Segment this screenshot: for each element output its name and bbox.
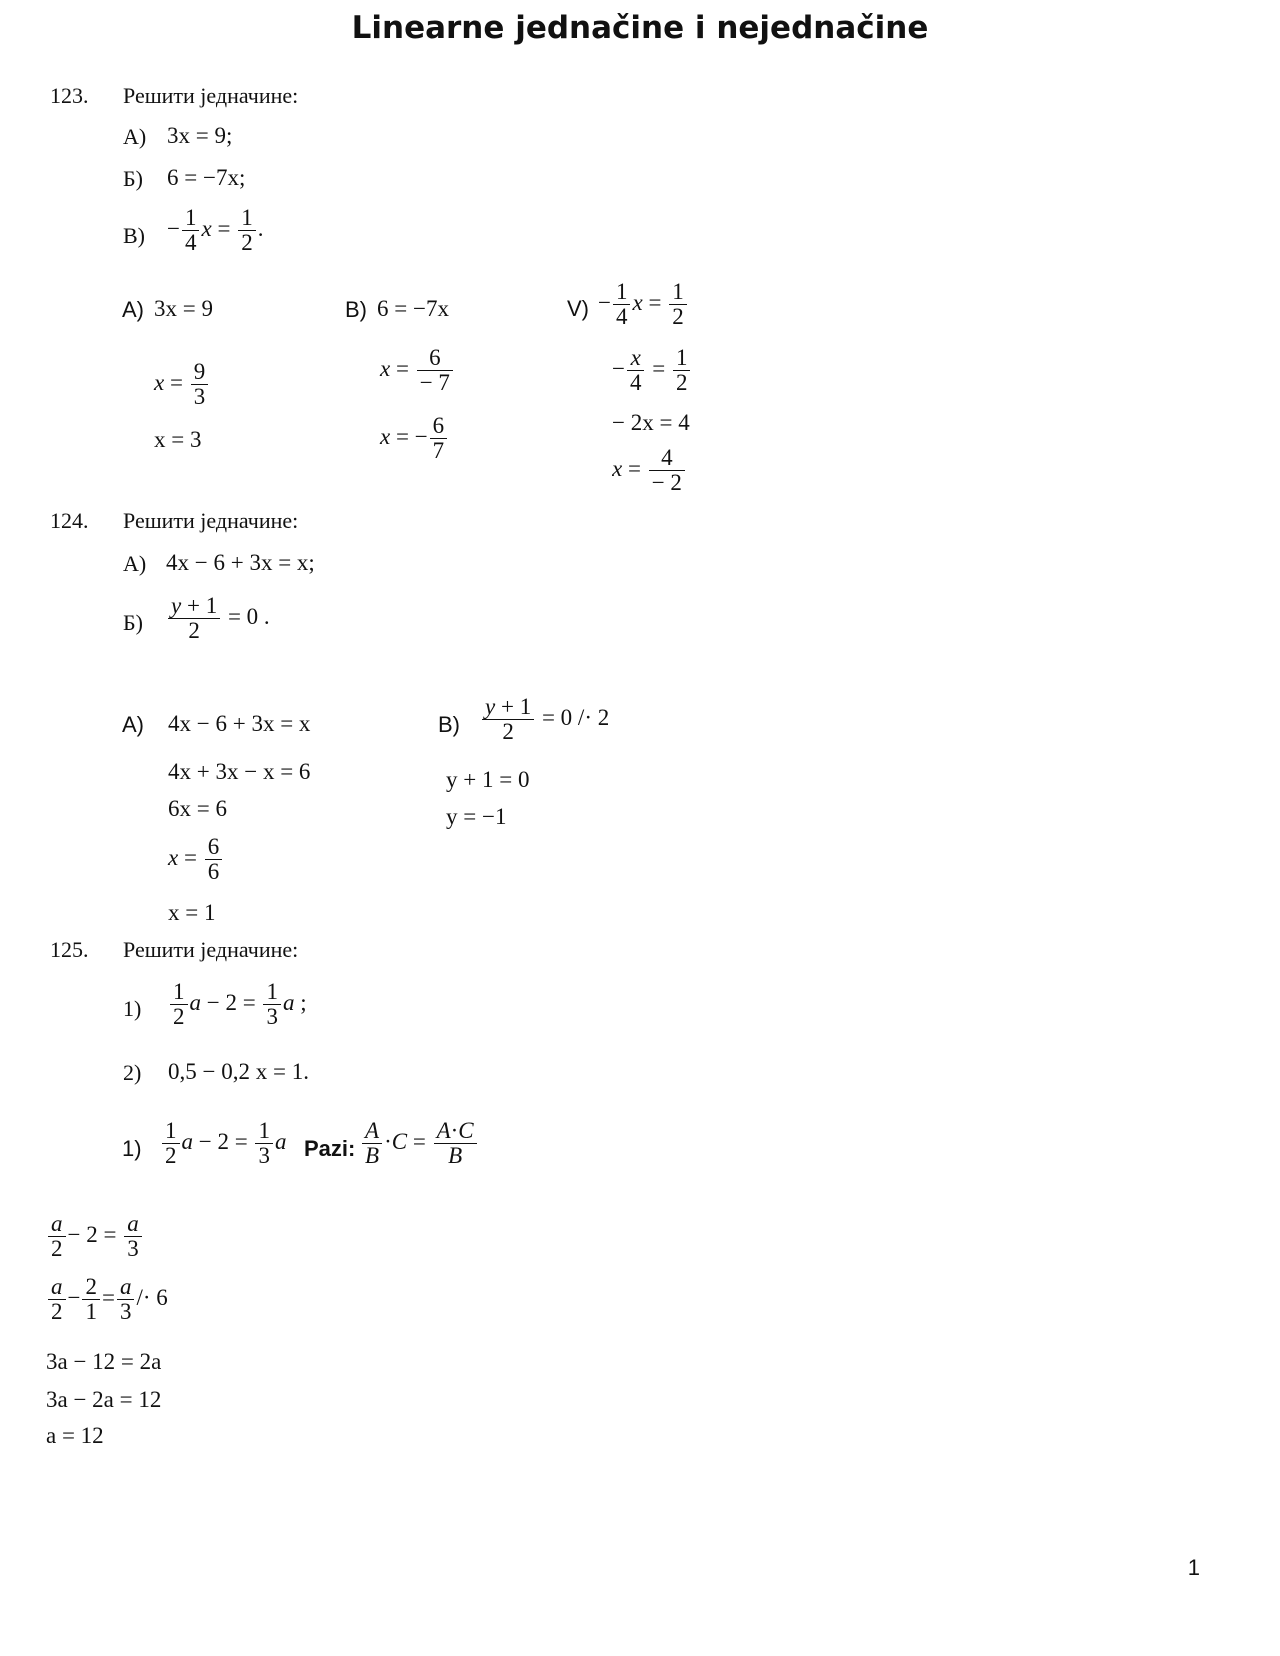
sol-125-label-1: 1) [122,1136,142,1161]
sol-124-label-b: B) [438,712,460,737]
task-123-eq-b: 6 = −7x; [167,165,246,190]
task-header-125: Решити једначине: [123,937,299,962]
task-124-label-a: А) [123,551,147,576]
task-number-125: 125. [50,937,89,962]
sol-123-label-v: V) [567,296,589,321]
task-123-eq-v: − $\frac{1}{4}$ x = $\frac{1}{2}$ . [167,205,264,256]
task-123-eq-a: 3x = 9; [167,123,233,148]
task-124-eq-b: $\frac{y + 1}{2}$ = 0 . [166,594,270,643]
task-125-label-1: 1) [123,996,142,1021]
pazi-note: Pazi: [304,1136,356,1161]
sol-123-b-line3: x = − $\frac{6}{7}$ [380,414,449,463]
sol-125-line3: $\frac{a}{2}$ − $\frac{2}{1}$ = $\frac{a}{3}$ /· 6 [46,1275,168,1324]
task-124-eq-a: 4x − 6 + 3x = x; [166,550,315,575]
sol-123-b-line2: x = $\frac{6}{- 7}$ [380,346,455,395]
task-header-124: Решити једначине: [123,508,299,533]
sol-123-v-line3: − 2x = 4 [612,410,690,435]
sol-125-line6: a = 12 [46,1423,104,1448]
sol-124-a-line4: x = $\frac{6}{6}$ [168,835,224,884]
sol-124-a-line1: 4x − 6 + 3x = x [168,711,311,736]
pazi-formula: $\frac{A}{B}$ ·C = $\frac{A\cdot C}{B}$ [360,1119,479,1168]
task-number-123: 123. [50,83,89,108]
page-title: Linearne jednačine i nejednačine [351,10,929,46]
sol-123-label-a: A) [122,297,144,322]
sol-123-a-line2: x = $\frac{9}{3}$ [154,360,210,409]
sol-124-a-line5: x = 1 [168,900,216,925]
task-header-123: Решити једначине: [123,83,299,108]
sol-124-label-a: A) [122,712,144,737]
sol-124-b-line2: y + 1 = 0 [446,767,530,792]
sol-125-line4: 3a − 12 = 2a [46,1349,162,1374]
task-125-eq-2: 0,5 − 0,2 x = 1. [168,1059,309,1084]
task-125-label-2: 2) [123,1060,142,1085]
sol-124-b-line3: y = −1 [446,804,507,829]
sol-125-line2: $\frac{a}{2}$ − 2 = $\frac{a}{3}$ [46,1212,144,1261]
sol-125-line1: $\frac{1}{2}$ a − 2 = $\frac{1}{3}$ a [160,1119,286,1168]
task-123-label-b: Б) [123,166,143,191]
task-125-eq-1: $\frac{1}{2}$ a − 2 = $\frac{1}{3}$ a ; [168,980,307,1029]
sol-125-line5: 3a − 2a = 12 [46,1387,162,1412]
sol-124-a-line3: 6x = 6 [168,796,227,821]
task-123-label-a: А) [123,124,147,149]
task-124-label-b: Б) [123,610,143,635]
sol-123-b-line1: 6 = −7x [377,296,449,321]
sol-123-v-line1: − $\frac{1}{4}$ x = $\frac{1}{2}$ [598,280,689,329]
sol-123-v-line4: x = $\frac{4}{- 2}$ [612,446,687,496]
task-number-124: 124. [50,508,89,533]
sol-123-label-b: B) [345,297,367,322]
page-number: 1 [1187,1555,1200,1580]
sol-124-a-line2: 4x + 3x − x = 6 [168,759,311,784]
sol-123-a-line1: 3x = 9 [154,296,213,321]
sol-124-b-line1: $\frac{y + 1}{2}$ = 0 /· 2 [480,695,609,744]
task-123-label-v: В) [123,223,145,248]
sol-123-v-line2: − $\frac{x}{4}$ = $\frac{1}{2}$ [612,346,692,395]
sol-123-a-line3: x = 3 [154,427,202,452]
